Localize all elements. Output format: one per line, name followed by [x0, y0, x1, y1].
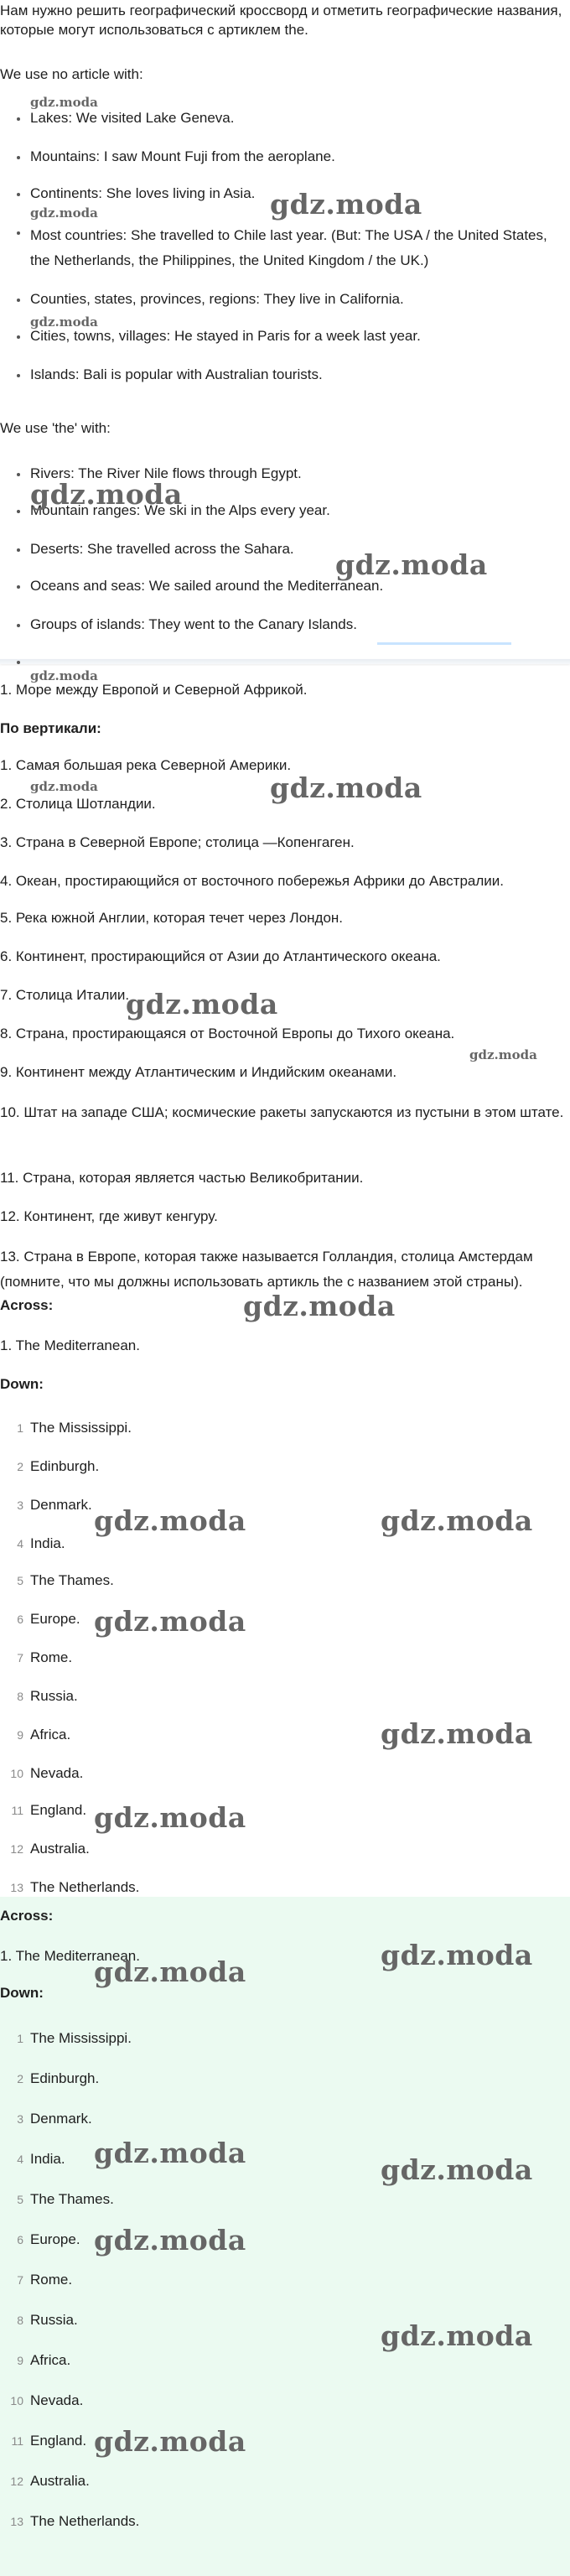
list-item: Groups of islands: They went to the Canary Islands.: [30, 615, 357, 635]
answer-number: 4: [17, 1537, 23, 1550]
across-heading: Across:: [0, 1908, 54, 1924]
answer-row: [11, 1801, 87, 1820]
answer-number: 11: [11, 1804, 23, 1817]
no-article-heading: We use no article with:: [0, 66, 143, 82]
clue-down: 7. Столица Италии.: [0, 987, 130, 1003]
watermark: gdz.moda: [381, 1717, 533, 1750]
list-item: Counties, states, provinces, regions: They live in California.: [30, 290, 404, 309]
answer-text: Edinburgh.: [30, 1458, 100, 1474]
answer-text: Nevada.: [30, 2392, 84, 2408]
clue-down: 1. Самая большая река Северной Америки.: [0, 757, 292, 773]
answer-text: England.: [30, 2433, 87, 2449]
answer-row: [17, 2311, 78, 2330]
answer-number: 8: [17, 2314, 23, 2327]
answer-number: 5: [17, 2193, 23, 2206]
answer-number: 12: [10, 1842, 23, 1856]
clue-down: 12. Континент, где живут кенгуру.: [0, 1208, 218, 1224]
answer-number: 12: [10, 2475, 23, 2488]
answer-row: [17, 2351, 71, 2371]
the-heading: We use 'the' with:: [0, 420, 111, 436]
clue-down: 5. Река южной Англии, которая течет через Лондон.: [0, 910, 344, 926]
watermark: gdz.moda: [94, 1955, 246, 1988]
answer-row: [10, 1878, 140, 1898]
answer-row: [17, 1687, 78, 1706]
clue-down: 11. Страна, которая является частью Великобритании.: [0, 1170, 364, 1186]
answer-number: 7: [17, 1651, 23, 1665]
answer-text: Nevada.: [30, 1765, 84, 1781]
answer-row: [17, 1535, 65, 1554]
task-text: Нам нужно решить географический кроссворд и отметить географические названия, которые могут использоваться с артиклем the.: [0, 3, 562, 38]
answer-number: 5: [17, 1574, 23, 1587]
clue-down: 2. Столица Шотландии.: [0, 796, 156, 812]
answer-number: 2: [17, 2072, 23, 2085]
answer-text: Europe.: [30, 1611, 80, 1627]
watermark: gdz.moda: [126, 988, 278, 1021]
answer-row: [10, 2472, 90, 2491]
list-item: Mountains: I saw Mount Fuji from the aeroplane.: [30, 148, 335, 167]
answer-row: [17, 1571, 114, 1591]
divider-accent: [377, 642, 511, 645]
watermark: gdz.moda: [94, 1504, 246, 1537]
answer-across-1: 1. The Mediterranean.: [0, 1337, 140, 1353]
clue-down: 6. Континент, простирающийся от Азии до Атлантического океана.: [0, 948, 441, 964]
down-heading: Down:: [0, 1376, 44, 1392]
section-divider: [0, 659, 570, 664]
answer-row: [17, 1419, 132, 1438]
watermark: gdz.moda: [270, 188, 422, 221]
answer-text: Australia.: [30, 2473, 90, 2489]
watermark: gdz.moda: [381, 2319, 533, 2352]
answer-row: [17, 2110, 92, 2129]
answer-number: 3: [17, 2112, 23, 2126]
answer-row: [17, 2231, 80, 2250]
answer-number: 8: [17, 1690, 23, 1703]
clue-down: 9. Континент между Атлантическим и Индийским океанами.: [0, 1064, 397, 1080]
answer-row: [17, 1496, 92, 1515]
answer-text: Russia.: [30, 2312, 78, 2328]
answer-number: 9: [17, 2354, 23, 2367]
answer-number: 3: [17, 1498, 23, 1512]
clue-down: 8. Страна, простирающаяся от Восточной Европы до Тихого океана.: [0, 1026, 455, 1041]
list-item: Cities, towns, villages: He stayed in Paris for a week last year.: [30, 327, 421, 346]
watermark: gdz.moda: [30, 779, 98, 794]
clue-down: 13. Страна в Европе, которая также называется Голландия, столица Амстердам (помните, что мы должны использовать артикль the с названием этой страны).: [0, 1249, 533, 1290]
clue-down: 3. Страна в Северной Европе; столица —Копенгаген.: [0, 834, 355, 850]
clue-across-1: 1. Море между Европой и Северной Африкой.: [0, 682, 308, 698]
answer-text: Australia.: [30, 1841, 90, 1857]
answer-row: [11, 2432, 87, 2451]
clue-down: 4. Океан, простирающийся от восточного побережья Африки до Австралии.: [0, 873, 504, 889]
answer-number: 6: [17, 1613, 23, 1626]
answer-number: 7: [17, 2273, 23, 2287]
across-heading: Across:: [0, 1297, 54, 1313]
answer-text: England.: [30, 1802, 87, 1818]
watermark: gdz.moda: [30, 478, 183, 511]
watermark: gdz.moda: [243, 1290, 396, 1322]
watermark: gdz.moda: [30, 205, 98, 221]
answer-text: The Mississippi.: [30, 1420, 132, 1436]
list-item: Mountain ranges: We ski in the Alps every year.: [30, 501, 330, 521]
list-item: Lakes: We visited Lake Geneva.: [30, 109, 235, 128]
clue-down: 10. Штат на западе США; космические ракеты запускаются из пустыни в этом штате.: [0, 1104, 564, 1120]
answer-text: The Netherlands.: [30, 1879, 140, 1895]
answer-text: The Thames.: [30, 2191, 114, 2207]
watermark: gdz.moda: [270, 771, 422, 804]
answer-text: The Netherlands.: [30, 2513, 140, 2529]
bullet-stub: [30, 652, 31, 653]
answer-text: Europe.: [30, 2231, 80, 2247]
answer-text: Denmark.: [30, 1497, 92, 1513]
answer-text: India.: [30, 2151, 65, 2167]
list-item: Rivers: The River Nile flows through Egypt.: [30, 465, 302, 484]
watermark: gdz.moda: [94, 2224, 246, 2257]
watermark: gdz.moda: [94, 1801, 246, 1834]
answer-number: 13: [10, 2515, 23, 2528]
answer-number: 13: [10, 1881, 23, 1894]
answer-text: Africa.: [30, 2352, 71, 2368]
answer-row: [17, 2150, 65, 2169]
answer-text: The Thames.: [30, 1572, 114, 1588]
answer-text: Denmark.: [30, 2111, 92, 2127]
watermark: gdz.moda: [381, 1939, 533, 1971]
answer-row: [17, 2029, 132, 2049]
watermark: gdz.moda: [381, 1504, 533, 1537]
answer-row: [10, 1840, 90, 1859]
answer-text: Rome.: [30, 1649, 73, 1665]
answer-number: 1: [17, 2032, 23, 2045]
down-heading: Down:: [0, 1985, 44, 2001]
answer-text: The Mississippi.: [30, 2030, 132, 2046]
answer-number: 10: [10, 2394, 23, 2407]
list-item: Islands: Bali is popular with Australian tourists.: [30, 366, 323, 385]
list-item: Deserts: She travelled across the Sahara.: [30, 540, 294, 559]
answer-row: [17, 1649, 73, 1668]
list-item: Continents: She loves living in Asia.: [30, 184, 255, 204]
list-item: Oceans and seas: We sailed around the Mediterranean.: [30, 577, 383, 596]
answer-row: [10, 2392, 84, 2411]
answer-row: [17, 2190, 114, 2210]
watermark: gdz.moda: [381, 2153, 533, 2186]
answer-text: India.: [30, 1535, 65, 1551]
answer-number: 1: [17, 1421, 23, 1435]
watermark: gdz.moda: [30, 668, 98, 683]
vertical-heading: По вертикали:: [0, 720, 101, 736]
watermark: gdz.moda: [469, 1047, 537, 1062]
answer-number: 11: [11, 2434, 23, 2448]
answer-text: Russia.: [30, 1688, 78, 1704]
answer-row: [17, 2271, 73, 2290]
list-item: Most countries: She travelled to Chile last year. (But: The USA / the United States, the Netherlands, the Philippines, the United Kingdom / the UK.): [30, 223, 558, 273]
watermark: gdz.moda: [94, 1605, 246, 1638]
watermark: gdz.moda: [30, 314, 98, 330]
answer-number: 9: [17, 1728, 23, 1742]
answer-row: [17, 2070, 100, 2089]
answer-row: [17, 1457, 100, 1477]
answer-text: Africa.: [30, 1727, 71, 1742]
watermark: gdz.moda: [30, 95, 98, 110]
answer-number: 6: [17, 2233, 23, 2246]
answer-across-1: 1. The Mediterranean.: [0, 1948, 140, 1964]
answer-number: 2: [17, 1460, 23, 1473]
answer-row: [17, 1726, 71, 1745]
answer-row: [10, 1764, 84, 1784]
answer-number: 10: [10, 1767, 23, 1780]
answer-number: 4: [17, 2153, 23, 2166]
watermark: gdz.moda: [94, 2137, 246, 2169]
answer-row: [17, 1610, 80, 1629]
answer-text: Rome.: [30, 2272, 73, 2288]
watermark: gdz.moda: [335, 548, 488, 581]
watermark: gdz.moda: [94, 2425, 246, 2458]
answer-row: [10, 2512, 140, 2532]
answer-text: Edinburgh.: [30, 2070, 100, 2086]
